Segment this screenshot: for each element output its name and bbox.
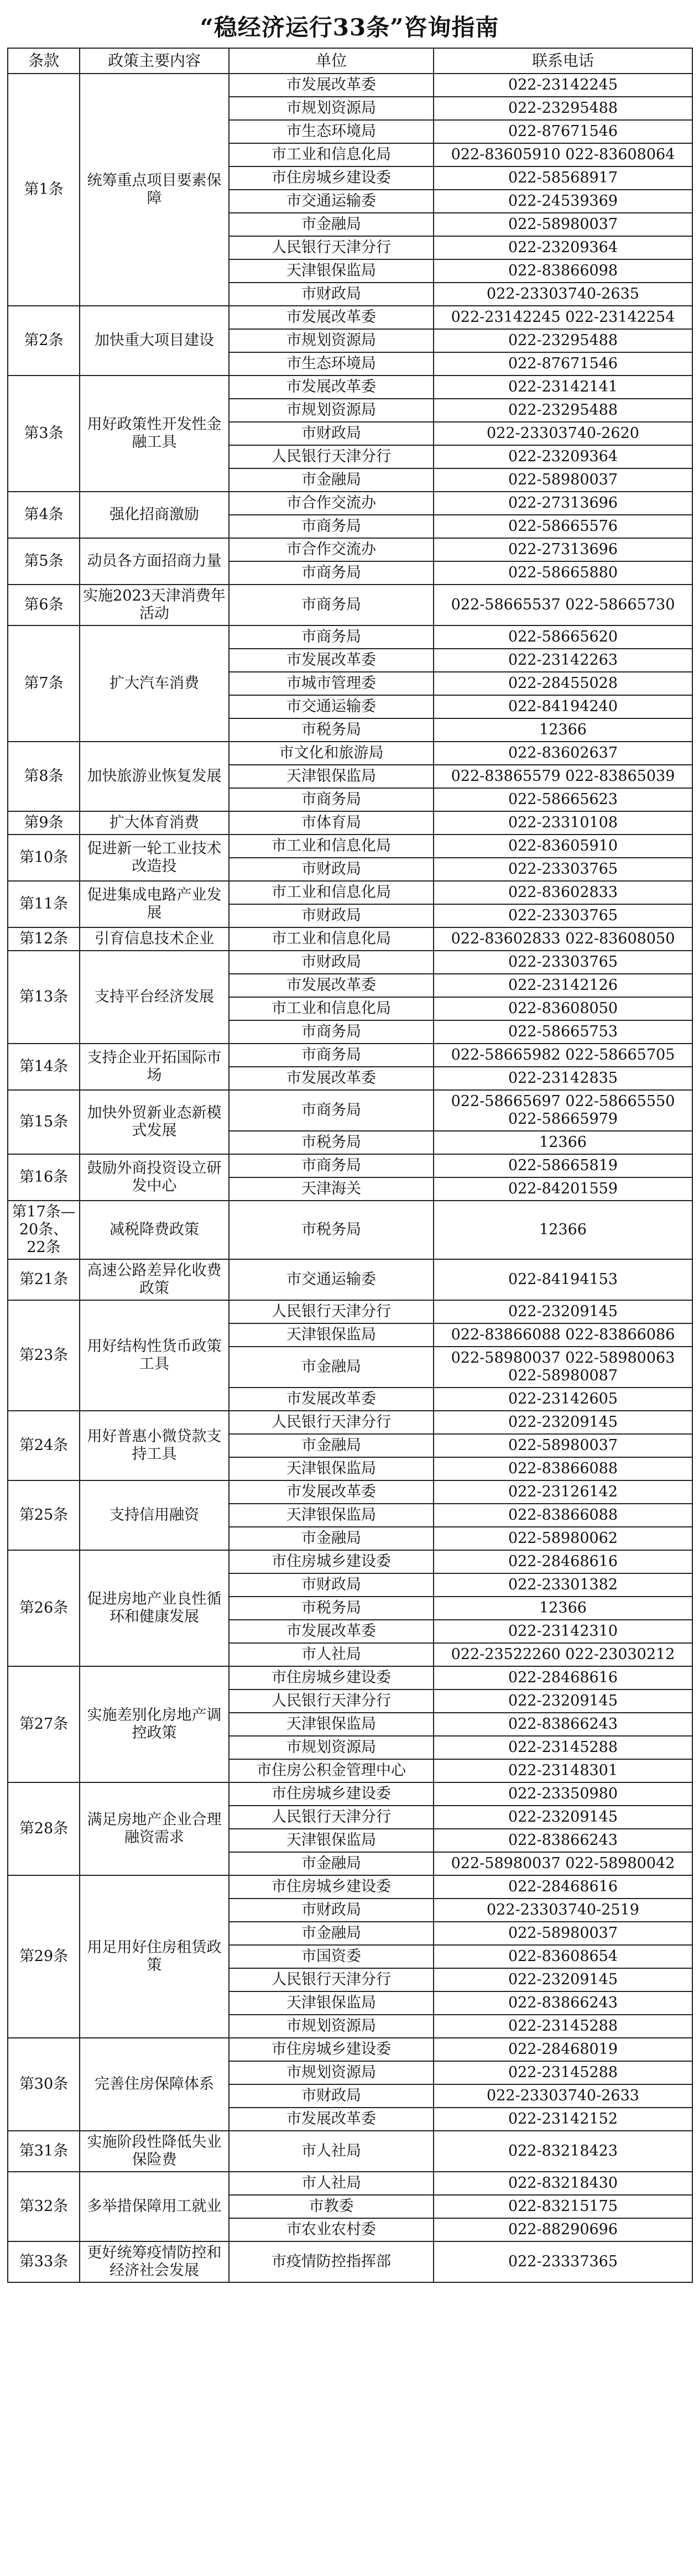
unit-cell: 天津银保监局 <box>229 259 434 283</box>
phone-cell: 022-23522260 022-23030212 <box>434 1643 692 1666</box>
unit-cell: 市发展改革委 <box>229 1480 434 1504</box>
unit-cell: 市金融局 <box>229 1922 434 1945</box>
phone-cell: 022-83866243 <box>434 1991 692 2015</box>
unit-cell: 市人社局 <box>229 2131 434 2172</box>
policy-cell: 更好统筹疫情防控和经济社会发展 <box>80 2241 229 2282</box>
phone-cell: 022-58665697 022-58665550 022-58665979 <box>434 1090 692 1131</box>
unit-cell: 市住房城乡建设委 <box>229 2038 434 2061</box>
table-row <box>8 881 692 904</box>
unit-cell: 市发展改革委 <box>229 1388 434 1411</box>
header-phone: 联系电话 <box>434 48 692 74</box>
unit-cell: 市工业和信息化局 <box>229 927 434 951</box>
phone-cell: 022-23295488 <box>434 97 692 120</box>
table-row <box>8 1154 692 1177</box>
policy-cell: 统筹重点项目要素保障 <box>80 74 229 306</box>
phone-cell: 022-23209364 <box>434 445 692 468</box>
table-row <box>8 1875 692 1899</box>
phone-cell: 022-23295488 <box>434 399 692 422</box>
phone-cell: 022-83866088 <box>434 1457 692 1480</box>
phone-cell: 022-23303740-2519 <box>434 1899 692 1922</box>
table-header-row <box>8 48 692 74</box>
table-row <box>8 2172 692 2195</box>
unit-cell: 市住房城乡建设委 <box>229 1666 434 1689</box>
phone-cell: 022-58665753 <box>434 1020 692 1044</box>
phone-cell: 022-23148301 <box>434 1759 692 1782</box>
phone-cell: 022-23142835 <box>434 1067 692 1090</box>
phone-cell: 022-23142605 <box>434 1388 692 1411</box>
consultation-table <box>7 48 693 2283</box>
unit-cell: 市商务局 <box>229 585 434 625</box>
phone-cell: 022-87671546 <box>434 120 692 143</box>
clause-cell: 第9条 <box>8 811 80 835</box>
phone-cell: 022-58980037 <box>434 1922 692 1945</box>
unit-cell: 市规划资源局 <box>229 2015 434 2038</box>
phone-cell: 022-28468616 <box>434 1875 692 1899</box>
unit-cell: 市交通运输委 <box>229 1259 434 1300</box>
table-row <box>8 1044 692 1067</box>
phone-cell: 022-58980037 <box>434 468 692 492</box>
phone-cell: 022-58568917 <box>434 166 692 190</box>
unit-cell: 市规划资源局 <box>229 2061 434 2084</box>
page-title: “稳经济运行33条”咨询指南 <box>200 14 499 41</box>
unit-cell: 市文化和旅游局 <box>229 742 434 765</box>
unit-cell: 市发展改革委 <box>229 376 434 399</box>
clause-cell: 第2条 <box>8 306 80 376</box>
unit-cell: 人民银行天津分行 <box>229 1689 434 1713</box>
clause-cell: 第12条 <box>8 927 80 951</box>
policy-cell: 支持企业开拓国际市场 <box>80 1044 229 1090</box>
phone-cell: 022-23209145 <box>434 1806 692 1829</box>
policy-cell: 实施差别化房地产调控政策 <box>80 1666 229 1782</box>
unit-cell: 市合作交流办 <box>229 538 434 561</box>
unit-cell: 市工业和信息化局 <box>229 835 434 858</box>
table-row <box>8 74 692 97</box>
unit-cell: 市住房城乡建设委 <box>229 1782 434 1806</box>
unit-cell: 人民银行天津分行 <box>229 1300 434 1323</box>
unit-cell: 天津银保监局 <box>229 1323 434 1347</box>
table-row <box>8 1201 692 1259</box>
unit-cell: 市住房城乡建设委 <box>229 1875 434 1899</box>
unit-cell: 市金融局 <box>229 1434 434 1457</box>
phone-cell: 022-58665537 022-58665730 <box>434 585 692 625</box>
policy-cell: 用好结构性货币政策工具 <box>80 1300 229 1411</box>
unit-cell: 市商务局 <box>229 561 434 585</box>
unit-cell: 市工业和信息化局 <box>229 997 434 1020</box>
policy-cell: 实施2023天津消费年活动 <box>80 585 229 625</box>
unit-cell: 市商务局 <box>229 515 434 538</box>
phone-cell: 022-23209145 <box>434 1300 692 1323</box>
phone-cell: 022-23303740-2620 <box>434 422 692 445</box>
policy-cell: 完善住房保障体系 <box>80 2038 229 2131</box>
table-row <box>8 1782 692 1806</box>
phone-cell: 022-23209145 <box>434 1968 692 1991</box>
unit-cell: 市财政局 <box>229 1573 434 1597</box>
clause-cell: 第31条 <box>8 2131 80 2172</box>
unit-cell: 市合作交流办 <box>229 492 434 515</box>
unit-cell: 市商务局 <box>229 1090 434 1131</box>
phone-cell: 022-23142263 <box>434 649 692 672</box>
clause-cell: 第33条 <box>8 2241 80 2282</box>
clause-cell: 第13条 <box>8 951 80 1044</box>
clause-cell: 第1条 <box>8 74 80 306</box>
phone-cell: 022-23303740-2635 <box>434 283 692 306</box>
phone-cell: 022-23142245 <box>434 74 692 97</box>
table-row <box>8 927 692 951</box>
phone-cell: 12366 <box>434 1131 692 1154</box>
phone-cell: 022-27313696 <box>434 492 692 515</box>
phone-cell: 022-23142126 <box>434 974 692 997</box>
unit-cell: 市税务局 <box>229 1131 434 1154</box>
phone-cell: 022-83866088 <box>434 1504 692 1527</box>
unit-cell: 市商务局 <box>229 1154 434 1177</box>
unit-cell: 市规划资源局 <box>229 399 434 422</box>
unit-cell: 市交通运输委 <box>229 695 434 718</box>
phone-cell: 022-58665880 <box>434 561 692 585</box>
phone-cell: 022-83605910 022-83608064 <box>434 143 692 166</box>
phone-cell: 022-24539369 <box>434 190 692 213</box>
phone-cell: 022-23337365 <box>434 2241 692 2282</box>
unit-cell: 市国资委 <box>229 1945 434 1968</box>
table-row <box>8 1259 692 1300</box>
policy-cell: 用足用好住房租赁政策 <box>80 1875 229 2038</box>
policy-cell: 鼓励外商投资设立研发中心 <box>80 1154 229 1201</box>
phone-cell: 022-83218423 <box>434 2131 692 2172</box>
phone-cell: 022-83608050 <box>434 997 692 1020</box>
phone-cell: 022-58980037 022-58980042 <box>434 1852 692 1875</box>
unit-cell: 市商务局 <box>229 1020 434 1044</box>
table-row <box>8 1090 692 1131</box>
unit-cell: 市财政局 <box>229 283 434 306</box>
clause-cell: 第15条 <box>8 1090 80 1154</box>
phone-cell: 022-83602833 022-83608050 <box>434 927 692 951</box>
clause-cell: 第11条 <box>8 881 80 927</box>
unit-cell: 市金融局 <box>229 213 434 236</box>
unit-cell: 市税务局 <box>229 718 434 742</box>
unit-cell: 市规划资源局 <box>229 1736 434 1759</box>
clause-cell: 第24条 <box>8 1411 80 1480</box>
unit-cell: 市发展改革委 <box>229 974 434 997</box>
unit-cell: 市财政局 <box>229 904 434 927</box>
phone-cell: 022-23301382 <box>434 1573 692 1597</box>
phone-cell: 022-58665620 <box>434 625 692 649</box>
policy-cell: 加快重大项目建设 <box>80 306 229 376</box>
phone-cell: 022-58665576 <box>434 515 692 538</box>
unit-cell: 市税务局 <box>229 1597 434 1620</box>
table-row <box>8 492 692 515</box>
unit-cell: 市商务局 <box>229 1044 434 1067</box>
phone-cell: 022-58980037 022-58980063 022-58980087 <box>434 1347 692 1388</box>
unit-cell: 市发展改革委 <box>229 2108 434 2131</box>
table-row <box>8 951 692 974</box>
unit-cell: 市商务局 <box>229 788 434 811</box>
header-unit: 单位 <box>229 48 434 74</box>
phone-cell: 022-23142141 <box>434 376 692 399</box>
unit-cell: 市人社局 <box>229 2172 434 2195</box>
policy-cell: 减税降费政策 <box>80 1201 229 1259</box>
phone-cell: 022-58980037 <box>434 1434 692 1457</box>
policy-cell: 引育信息技术企业 <box>80 927 229 951</box>
unit-cell: 市财政局 <box>229 858 434 881</box>
table-row <box>8 1666 692 1689</box>
phone-cell: 022-23145288 <box>434 2015 692 2038</box>
phone-cell: 022-83866243 <box>434 1713 692 1736</box>
clause-cell: 第29条 <box>8 1875 80 2038</box>
policy-cell: 动员各方面招商力量 <box>80 538 229 585</box>
unit-cell: 市规划资源局 <box>229 329 434 352</box>
table-row <box>8 2038 692 2061</box>
phone-cell: 022-23126142 <box>434 1480 692 1504</box>
unit-cell: 市发展改革委 <box>229 1620 434 1643</box>
phone-cell: 022-28455028 <box>434 672 692 695</box>
clause-cell: 第4条 <box>8 492 80 538</box>
phone-cell: 022-28468019 <box>434 2038 692 2061</box>
unit-cell: 市财政局 <box>229 1899 434 1922</box>
phone-cell: 022-23142245 022-23142254 <box>434 306 692 329</box>
phone-cell: 022-28468616 <box>434 1666 692 1689</box>
unit-cell: 天津银保监局 <box>229 1829 434 1852</box>
unit-cell: 人民银行天津分行 <box>229 236 434 259</box>
policy-cell: 支持平台经济发展 <box>80 951 229 1044</box>
unit-cell: 人民银行天津分行 <box>229 445 434 468</box>
unit-cell: 市金融局 <box>229 1527 434 1550</box>
table-row <box>8 1411 692 1434</box>
phone-cell: 022-23209145 <box>434 1411 692 1434</box>
unit-cell: 市体育局 <box>229 811 434 835</box>
table-row <box>8 2241 692 2282</box>
unit-cell: 人民银行天津分行 <box>229 1411 434 1434</box>
phone-cell: 022-23145288 <box>434 2061 692 2084</box>
unit-cell: 天津银保监局 <box>229 1504 434 1527</box>
phone-cell: 022-83866088 022-83866086 <box>434 1323 692 1347</box>
phone-cell: 022-23303765 <box>434 904 692 927</box>
unit-cell: 人民银行天津分行 <box>229 1968 434 1991</box>
table-row <box>8 625 692 649</box>
table-row <box>8 585 692 625</box>
clause-cell: 第10条 <box>8 835 80 881</box>
unit-cell: 市发展改革委 <box>229 1067 434 1090</box>
table-row <box>8 742 692 765</box>
phone-cell: 022-83602637 <box>434 742 692 765</box>
phone-cell: 022-23145288 <box>434 1736 692 1759</box>
policy-cell: 加快外贸新业态新模式发展 <box>80 1090 229 1154</box>
header-policy: 政策主要内容 <box>80 48 229 74</box>
phone-cell: 022-58980062 <box>434 1527 692 1550</box>
policy-cell: 高速公路差异化收费政策 <box>80 1259 229 1300</box>
phone-cell: 022-83605910 <box>434 835 692 858</box>
table-row <box>8 811 692 835</box>
clause-cell: 第28条 <box>8 1782 80 1875</box>
table-row <box>8 538 692 561</box>
header-clause: 条款 <box>8 48 80 74</box>
unit-cell: 天津海关 <box>229 1177 434 1201</box>
policy-cell: 促进集成电路产业发展 <box>80 881 229 927</box>
phone-cell: 022-23295488 <box>434 329 692 352</box>
clause-cell: 第26条 <box>8 1550 80 1666</box>
unit-cell: 市税务局 <box>229 1201 434 1259</box>
unit-cell: 市生态环境局 <box>229 120 434 143</box>
unit-cell: 市财政局 <box>229 2084 434 2108</box>
clause-cell: 第27条 <box>8 1666 80 1782</box>
unit-cell: 市工业和信息化局 <box>229 881 434 904</box>
unit-cell: 市疫情防控指挥部 <box>229 2241 434 2282</box>
phone-cell: 022-23209145 <box>434 1689 692 1713</box>
unit-cell: 市发展改革委 <box>229 306 434 329</box>
unit-cell: 市发展改革委 <box>229 74 434 97</box>
unit-cell: 市城市管理委 <box>229 672 434 695</box>
clause-cell: 第6条 <box>8 585 80 625</box>
phone-cell: 022-83866098 <box>434 259 692 283</box>
phone-cell: 022-83608654 <box>434 1945 692 1968</box>
phone-cell: 022-58665623 <box>434 788 692 811</box>
phone-cell: 022-83865579 022-83865039 <box>434 765 692 788</box>
phone-cell: 022-23303765 <box>434 951 692 974</box>
unit-cell: 市农业农村委 <box>229 2218 434 2241</box>
table-row <box>8 1300 692 1323</box>
phone-cell: 12366 <box>434 1201 692 1259</box>
policy-cell: 促进房地产业良性循环和健康发展 <box>80 1550 229 1666</box>
phone-cell: 022-28468616 <box>434 1550 692 1573</box>
phone-cell: 022-23303765 <box>434 858 692 881</box>
unit-cell: 市住房城乡建设委 <box>229 166 434 190</box>
table-row <box>8 306 692 329</box>
clause-cell: 第3条 <box>8 376 80 492</box>
policy-cell: 用好普惠小微贷款支持工具 <box>80 1411 229 1480</box>
clause-cell: 第25条 <box>8 1480 80 1550</box>
clause-cell: 第7条 <box>8 625 80 742</box>
table-row <box>8 376 692 399</box>
phone-cell: 022-58980037 <box>434 213 692 236</box>
clause-cell: 第23条 <box>8 1300 80 1411</box>
table-row <box>8 1480 692 1504</box>
phone-cell: 022-23209364 <box>434 236 692 259</box>
policy-cell: 实施阶段性降低失业保险费 <box>80 2131 229 2172</box>
policy-cell: 加快旅游业恢复发展 <box>80 742 229 811</box>
unit-cell: 人民银行天津分行 <box>229 1806 434 1829</box>
policy-cell: 强化招商激励 <box>80 492 229 538</box>
clause-cell: 第17条—20条、22条 <box>8 1201 80 1259</box>
unit-cell: 市人社局 <box>229 1643 434 1666</box>
phone-cell: 022-87671546 <box>434 352 692 376</box>
unit-cell: 市工业和信息化局 <box>229 143 434 166</box>
unit-cell: 市交通运输委 <box>229 190 434 213</box>
phone-cell: 022-84201559 <box>434 1177 692 1201</box>
clause-cell: 第21条 <box>8 1259 80 1300</box>
unit-cell: 天津银保监局 <box>229 765 434 788</box>
clause-cell: 第14条 <box>8 1044 80 1090</box>
policy-cell: 扩大汽车消费 <box>80 625 229 742</box>
phone-cell: 022-23303740-2633 <box>434 2084 692 2108</box>
phone-cell: 022-58665982 022-58665705 <box>434 1044 692 1067</box>
unit-cell: 市财政局 <box>229 422 434 445</box>
unit-cell: 市教委 <box>229 2195 434 2218</box>
policy-cell: 满足房地产企业合理融资需求 <box>80 1782 229 1875</box>
clause-cell: 第30条 <box>8 2038 80 2131</box>
unit-cell: 市发展改革委 <box>229 649 434 672</box>
policy-cell: 支持信用融资 <box>80 1480 229 1550</box>
unit-cell: 天津银保监局 <box>229 1457 434 1480</box>
unit-cell: 市生态环境局 <box>229 352 434 376</box>
phone-cell: 022-83866243 <box>434 1829 692 1852</box>
unit-cell: 市金融局 <box>229 1347 434 1388</box>
clause-cell: 第8条 <box>8 742 80 811</box>
phone-cell: 022-58665819 <box>434 1154 692 1177</box>
unit-cell: 天津银保监局 <box>229 1991 434 2015</box>
table-row <box>8 835 692 858</box>
clause-cell: 第32条 <box>8 2172 80 2241</box>
unit-cell: 市财政局 <box>229 951 434 974</box>
phone-cell: 022-23142152 <box>434 2108 692 2131</box>
phone-cell: 022-83215175 <box>434 2195 692 2218</box>
table-body <box>8 74 692 2282</box>
table-row <box>8 1550 692 1573</box>
unit-cell: 市金融局 <box>229 468 434 492</box>
unit-cell: 市规划资源局 <box>229 97 434 120</box>
phone-cell: 022-23310108 <box>434 811 692 835</box>
policy-cell: 促进新一轮工业技术改造投 <box>80 835 229 881</box>
phone-cell: 12366 <box>434 1597 692 1620</box>
unit-cell: 市商务局 <box>229 625 434 649</box>
phone-cell: 022-84194240 <box>434 695 692 718</box>
table-row <box>8 2131 692 2172</box>
clause-cell: 第16条 <box>8 1154 80 1201</box>
phone-cell: 022-83218430 <box>434 2172 692 2195</box>
phone-cell: 022-23142310 <box>434 1620 692 1643</box>
phone-cell: 022-23350980 <box>434 1782 692 1806</box>
phone-cell: 022-27313696 <box>434 538 692 561</box>
unit-cell: 天津银保监局 <box>229 1713 434 1736</box>
policy-cell: 扩大体育消费 <box>80 811 229 835</box>
policy-cell: 多举措保障用工就业 <box>80 2172 229 2241</box>
unit-cell: 市金融局 <box>229 1852 434 1875</box>
phone-cell: 022-88290696 <box>434 2218 692 2241</box>
phone-cell: 12366 <box>434 718 692 742</box>
phone-cell: 022-83602833 <box>434 881 692 904</box>
clause-cell: 第5条 <box>8 538 80 585</box>
unit-cell: 市住房城乡建设委 <box>229 1550 434 1573</box>
unit-cell: 市住房公积金管理中心 <box>229 1759 434 1782</box>
phone-cell: 022-84194153 <box>434 1259 692 1300</box>
policy-cell: 用好政策性开发性金融工具 <box>80 376 229 492</box>
